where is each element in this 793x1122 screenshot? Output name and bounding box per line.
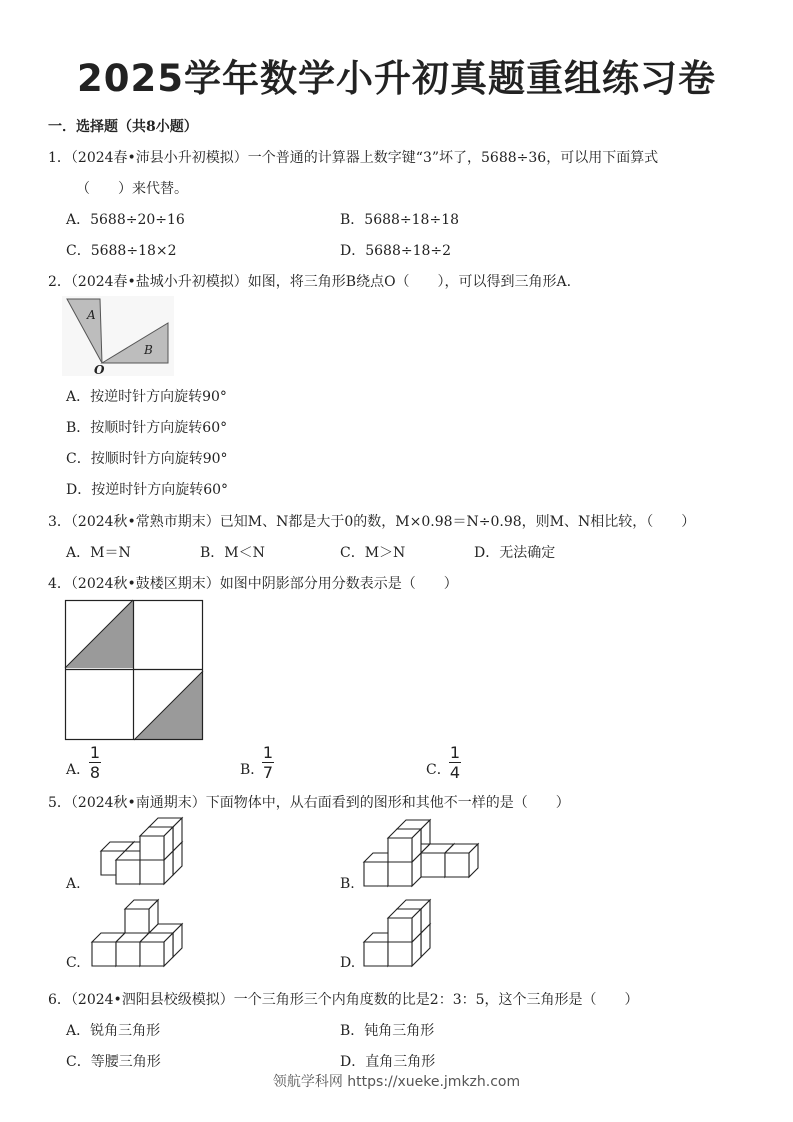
q3-option-d[interactable]: D．无法确定 <box>474 545 556 561</box>
q4-option-b-fraction[interactable] <box>262 744 274 781</box>
cube-figure-b <box>362 818 458 888</box>
page-title: 2025学年数学小升初真题重组练习卷 <box>77 57 716 100</box>
q4-option-a-label[interactable]: A． <box>66 762 91 778</box>
cube-figure-a <box>90 820 170 886</box>
question-5-text: 5．（2024秋•南通期末）下面物体中，从右面看到的图形和其他不一样的是（ ） <box>48 795 570 811</box>
fraction-numerator: 1 <box>89 743 101 762</box>
q2-option-a[interactable]: A．按逆时针方向旋转90° <box>66 389 227 405</box>
q3-option-a[interactable]: A．M＝N <box>66 545 131 561</box>
q6-option-a[interactable]: A．锐角三角形 <box>66 1023 161 1039</box>
q6-option-c[interactable]: C．等腰三角形 <box>66 1054 161 1070</box>
section-heading: 一．选择题（共8小题） <box>48 119 198 135</box>
question-1-text: 1．（2024春•沛县小升初模拟）一个普通的计算器上数字键“3”坏了，5688÷36，可以用下面算式 <box>48 150 659 166</box>
q5-option-d[interactable]: D. <box>340 955 356 971</box>
q3-option-b[interactable]: B．M＜N <box>200 545 265 561</box>
q2-option-c[interactable]: C．按顺时针方向旋转90° <box>66 451 228 467</box>
cube <box>445 844 478 877</box>
cube <box>125 900 158 933</box>
q2-option-b[interactable]: B．按顺时针方向旋转60° <box>66 420 228 436</box>
cube <box>388 829 421 862</box>
figure-label-o: O <box>94 363 105 377</box>
q1-option-c[interactable]: C．5688÷18×2 <box>66 243 177 259</box>
q3-option-c[interactable]: C．M＞N <box>340 545 406 561</box>
q1-option-a[interactable]: A．5688÷20÷16 <box>66 212 185 228</box>
q5-option-c[interactable]: C. <box>66 955 81 971</box>
q4-option-a-fraction[interactable] <box>89 744 101 781</box>
q4-option-c-label[interactable]: C． <box>426 762 451 778</box>
shaded-square-figure <box>65 600 203 740</box>
q6-option-b[interactable]: B．钝角三角形 <box>340 1023 435 1039</box>
question-3-text: 3．（2024秋•常熟市期末）已知M、N都是大于0的数，M×0.98＝N÷0.98，则M、N相比较，（ ） <box>48 514 696 530</box>
q1-option-d[interactable]: D．5688÷18÷2 <box>340 243 452 259</box>
cube <box>388 909 421 942</box>
question-6-text: 6．（2024•泗阳县校级模拟）一个三角形三个内角度数的比是2：3：5，这个三角形是（ ） <box>48 992 639 1008</box>
q2-option-d[interactable]: D．按逆时针方向旋转60° <box>66 482 229 498</box>
cube <box>140 933 173 966</box>
fraction-numerator: 1 <box>262 743 274 762</box>
question-1-text-cont: （ ）来代替。 <box>76 181 188 197</box>
figure-label-b: B <box>144 343 153 357</box>
rotation-figure <box>62 296 174 376</box>
cube-figure-d <box>362 906 422 968</box>
q5-option-a[interactable]: A. <box>66 876 81 892</box>
footer-watermark: 领航学科网 https://xueke.jmkzh.com <box>272 1074 521 1090</box>
q5-option-b[interactable]: B. <box>340 876 355 892</box>
q6-option-d[interactable]: D．直角三角形 <box>340 1054 436 1070</box>
figure-label-a: A <box>87 308 96 322</box>
question-4-text: 4．（2024秋•鼓楼区期末）如图中阴影部分用分数表示是（ ） <box>48 576 458 592</box>
q1-option-b[interactable]: B．5688÷18÷18 <box>340 212 460 228</box>
cube-figure-c <box>90 912 170 968</box>
fraction-denominator: 7 <box>262 763 274 782</box>
fraction-numerator: 1 <box>449 743 461 762</box>
q4-option-b-label[interactable]: B． <box>240 762 265 778</box>
q4-option-c-fraction[interactable] <box>449 744 461 781</box>
question-2-text: 2．（2024春•盐城小升初模拟）如图，将三角形B绕点O（ ），可以得到三角形A. <box>48 274 572 290</box>
fraction-denominator: 8 <box>89 763 101 782</box>
cube <box>140 827 173 860</box>
fraction-denominator: 4 <box>449 763 461 782</box>
